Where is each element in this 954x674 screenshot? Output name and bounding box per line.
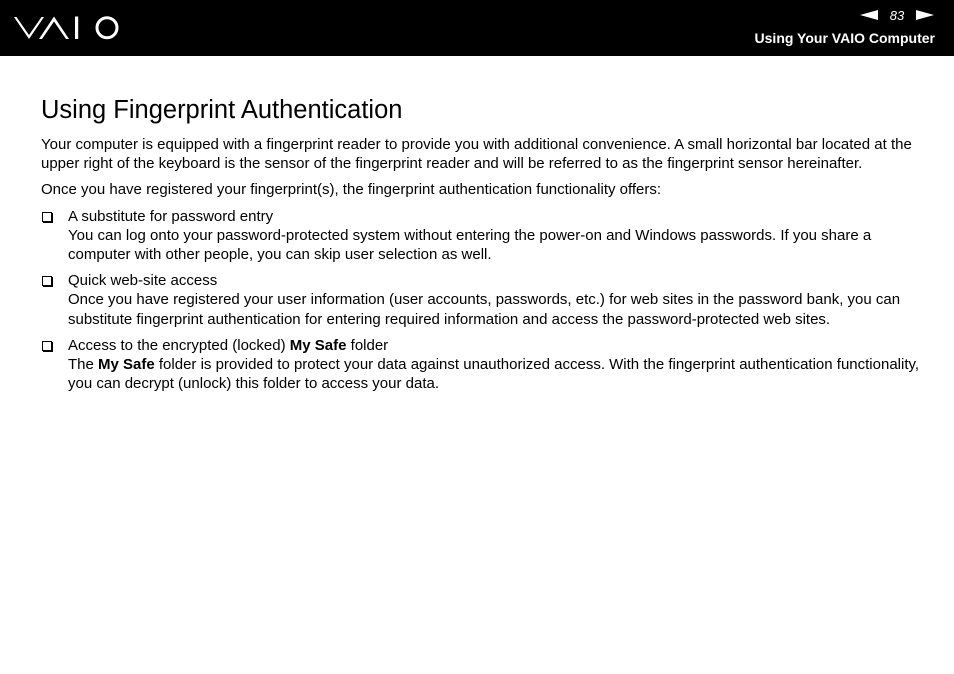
intro-paragraph: Your computer is equipped with a fingerprint reader to provide you with additional convenience. A small horizontal bar located at the upper right of the keyboard is the sensor of the fingerprint reader and will be referred to as the fingerprint sensor hereinafter. [41, 136, 912, 173]
checkbox-bullet-icon [42, 341, 52, 351]
my-safe-label: My Safe [98, 356, 155, 374]
title-text: Access to the encrypted (locked) [68, 336, 290, 354]
title-text: folder [346, 336, 389, 354]
list-item-title: Quick web-site access [68, 272, 218, 290]
page-number: 83 [889, 7, 905, 23]
list-item-description [68, 355, 921, 393]
desc-text: The [68, 356, 99, 374]
section-title: Using Your VAIO Computer [754, 30, 935, 46]
lead-paragraph: Once you have registered your fingerprint(s), the fingerprint authentication functionality offers: [41, 181, 662, 199]
list-item [41, 336, 921, 394]
page-title: Using Fingerprint Authentication [41, 96, 403, 124]
list-item-title [68, 336, 921, 355]
header-bar [0, 0, 954, 56]
next-page-arrow-icon[interactable] [916, 10, 934, 20]
desc-text: folder is provided to protect your data against unauthorized access. With the fingerprint authentication functionality, you can decrypt (unlock) this folder to access your data. [68, 356, 920, 393]
list-item [41, 271, 921, 329]
checkbox-bullet-icon [42, 276, 52, 286]
list-item [41, 207, 921, 265]
list-item-title: A substitute for password entry [68, 207, 274, 225]
feature-list [41, 207, 921, 394]
list-item-description: You can log onto your password-protected system without entering the power-on and Windows passwords. If you share a computer with other people, you can skip user selection as well. [68, 226, 872, 264]
my-safe-label: My Safe [289, 336, 347, 354]
list-item-description: Once you have registered your user information (user accounts, passwords, etc.) for web sites in the password bank, you can substitute fingerprint authentication for entering required information and access the password-protected web sites. [68, 291, 901, 328]
previous-page-arrow-icon[interactable] [860, 10, 878, 20]
main-content [41, 93, 921, 400]
checkbox-bullet-icon [42, 212, 52, 222]
vaio-logo [13, 15, 121, 46]
page-navigation [860, 7, 934, 23]
